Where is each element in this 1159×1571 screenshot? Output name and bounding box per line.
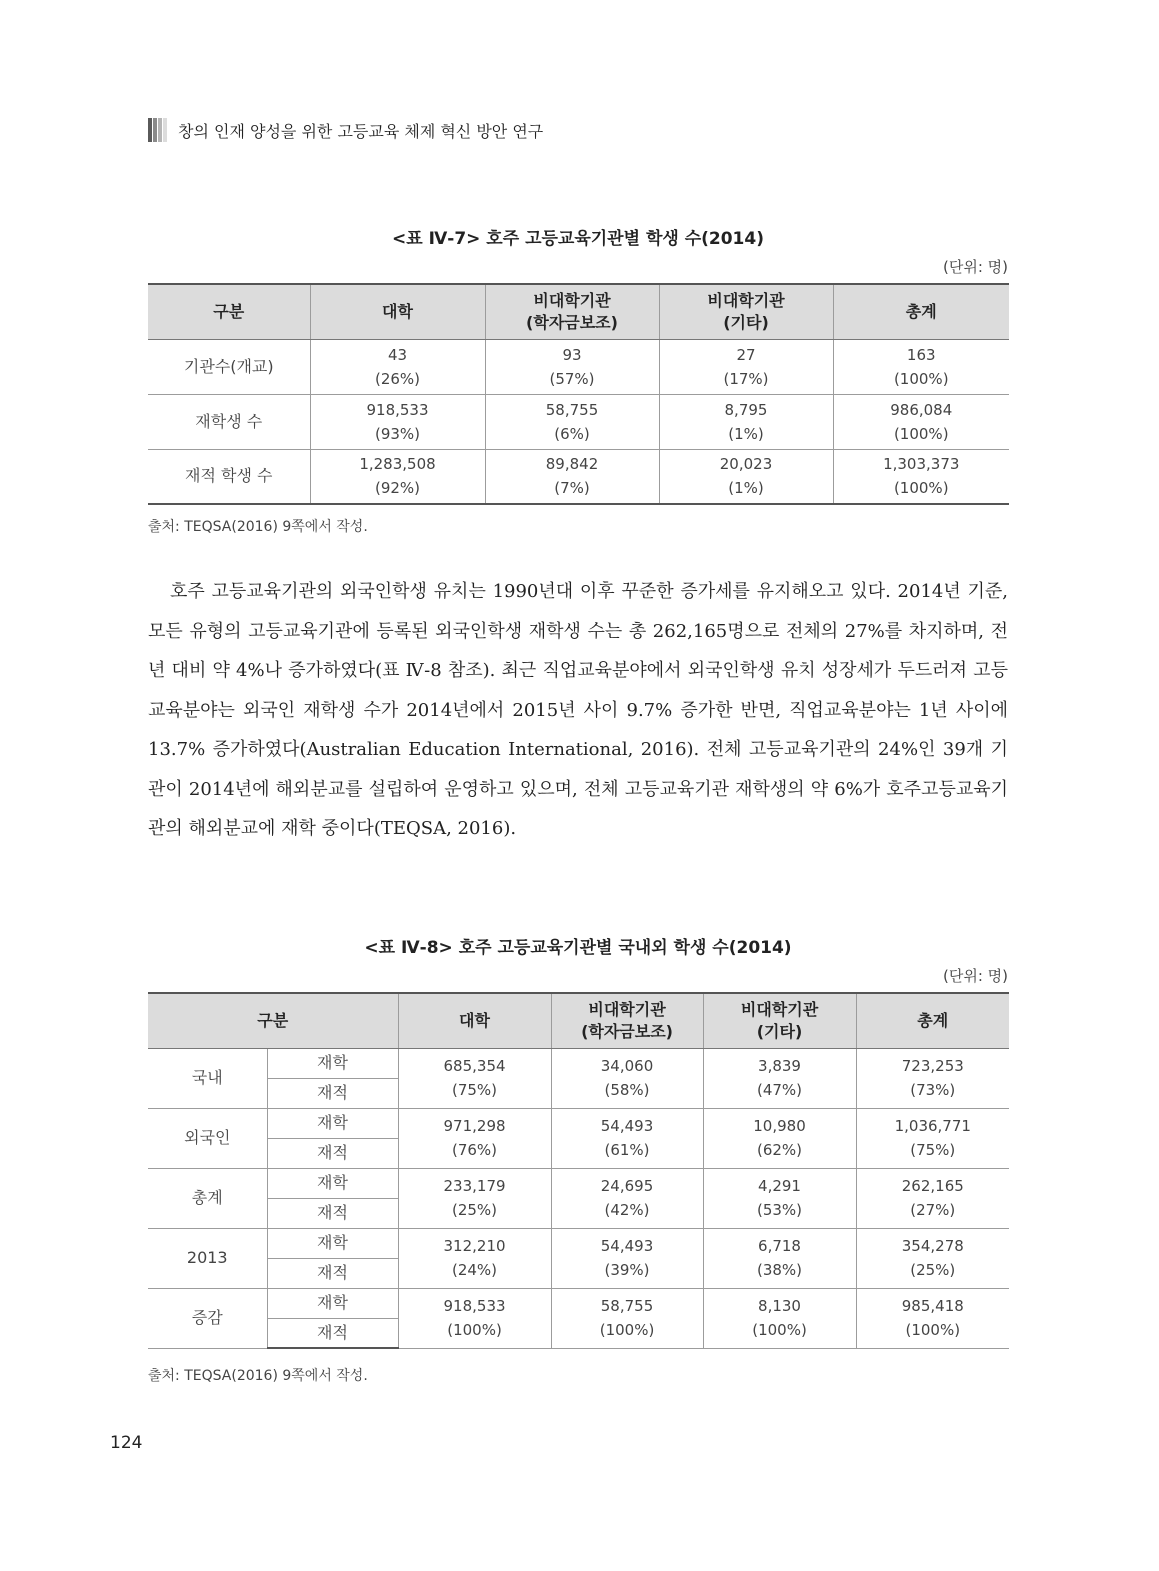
cell-university: [398, 1048, 551, 1108]
header-total: 총계: [833, 284, 1009, 339]
cell-number: 58,755: [545, 400, 599, 419]
cell-percent: (75%): [910, 1141, 956, 1159]
cell-percent: (24%): [451, 1261, 498, 1279]
group-label: 국내: [148, 1048, 267, 1108]
table2-unit: (단위: 명): [943, 967, 1008, 985]
cell-number: 723,253: [901, 1057, 964, 1075]
cell-non-university-subsidized: [551, 1108, 703, 1168]
running-header-title: 창의 인재 양성을 위한 고등교육 체제 혁신 방안 연구: [178, 121, 544, 141]
cell-university: [398, 1168, 551, 1228]
cell-number: 93: [562, 345, 582, 364]
cell-total: [856, 1168, 1009, 1228]
cell-percent: (92%): [374, 479, 421, 498]
header-university: 대학: [398, 993, 551, 1048]
cell-percent: (38%): [756, 1261, 803, 1279]
header-category: 구분: [148, 284, 310, 339]
cell-number: 985,418: [901, 1297, 964, 1315]
cell-number: 918,533: [443, 1297, 506, 1315]
cell-number: 24,695: [600, 1177, 654, 1195]
table-row: [148, 1168, 1009, 1198]
table-row: [148, 339, 1009, 394]
cell-percent: (25%): [910, 1261, 956, 1279]
cell-number: 27: [736, 345, 756, 364]
cell-percent: (27%): [910, 1201, 956, 1219]
cell-university: [310, 394, 485, 449]
cell-number: 1,036,771: [894, 1117, 971, 1135]
header-university: 대학: [310, 284, 485, 339]
body-paragraph: 호주 고등교육기관의 외국인학생 유치는 1990년대 이후 꾸준한 증가세를 유지해오고 있다. 2014년 기준, 모든 유형의 고등교육기관에 등록된 외국인학생 재학생 수는 총 262,165명으로 전체의 27%를 차지하며, 전년 대비 약 4%나 증가하였다(표 Ⅳ-8 참조). 최근 직업교육분야에서 외국인학생 유치 성장세가 두드러져 고등교육분야는 외국인 재학생 수가 2014년에서 2015년 사이 9.7% 증가한 반면, 직업교육분야는 1년 사이에 13.7% 증가하였다(Australian Education International, 2016). 전체 고등교육기관의 24%인 39개 기관이 2014년에 해외분교를 설립하여 운영하고 있으며, 전체 고등교육기관 재학생의 약 6%가 호주고등교육기관의 해외분교에 재학 중이다(TEQSA, 2016).: [148, 581, 1008, 839]
cell-percent: (53%): [756, 1201, 803, 1219]
cell-number: 89,842: [545, 455, 599, 474]
cell-number: 685,354: [443, 1057, 506, 1075]
table-row: [148, 1228, 1009, 1258]
table2-source: 출처: TEQSA(2016) 9쪽에서 작성.: [148, 1368, 368, 1384]
cell-number: 918,533: [366, 400, 429, 419]
cell-number: 1,283,508: [359, 455, 436, 474]
table-row: [148, 1048, 1009, 1078]
cell-percent: (57%): [549, 369, 595, 388]
table-row: [148, 1288, 1009, 1318]
cell-number: 20,023: [719, 455, 773, 474]
cell-number: 54,493: [600, 1237, 654, 1255]
cell-total: [833, 339, 1009, 394]
header-non-university-subsidized: 비대학기관 (학자금보조): [485, 284, 659, 339]
sub-label: 재적: [267, 1258, 398, 1288]
header-bar-icon: [148, 118, 168, 142]
cell-percent: (47%): [756, 1081, 803, 1099]
cell-non-university-subsidized: [551, 1288, 703, 1348]
cell-non-university-other: [703, 1228, 856, 1288]
cell-non-university-other: [703, 1108, 856, 1168]
table-row: [148, 1108, 1009, 1138]
cell-non-university-other: [703, 1288, 856, 1348]
cell-percent: (76%): [451, 1141, 498, 1159]
cell-number: 8,795: [724, 400, 768, 419]
sub-label: 재적: [267, 1198, 398, 1228]
running-header: [148, 117, 543, 143]
cell-percent: (1%): [728, 479, 764, 498]
page-number: 124: [110, 1433, 143, 1453]
cell-total: [856, 1048, 1009, 1108]
cell-number: 163: [906, 345, 936, 364]
cell-non-university-subsidized: [485, 394, 659, 449]
cell-number: 1,303,373: [883, 455, 960, 474]
cell-percent: (42%): [604, 1201, 650, 1219]
header-non-university-other: 비대학기관 (기타): [659, 284, 833, 339]
cell-percent: (25%): [451, 1201, 498, 1219]
cell-percent: (93%): [374, 424, 421, 443]
sub-label: 재학: [267, 1228, 398, 1258]
cell-percent: (100%): [893, 424, 949, 443]
cell-number: 986,084: [890, 400, 953, 419]
sub-label: 재학: [267, 1108, 398, 1138]
cell-percent: (1%): [728, 424, 764, 443]
cell-total: [856, 1288, 1009, 1348]
cell-number: 8,130: [758, 1297, 801, 1315]
header-category: 구분: [148, 993, 398, 1048]
sub-label: 재학: [267, 1168, 398, 1198]
group-label: 증감: [148, 1288, 267, 1348]
cell-non-university-subsidized: [485, 449, 659, 504]
header-non-university-subsidized: 비대학기관 (학자금보조): [551, 993, 703, 1048]
cell-percent: (100%): [447, 1321, 502, 1339]
cell-university: [310, 339, 485, 394]
table-row: [148, 449, 1009, 504]
cell-percent: (7%): [554, 479, 590, 498]
cell-non-university-other: [659, 449, 833, 504]
cell-percent: (73%): [910, 1081, 956, 1099]
cell-total: [856, 1108, 1009, 1168]
cell-university: [310, 449, 485, 504]
group-label: 2013: [148, 1228, 267, 1288]
cell-number: 262,165: [901, 1177, 964, 1195]
row-label: 기관수(개교): [148, 339, 310, 394]
cell-non-university-other: [659, 339, 833, 394]
cell-number: 10,980: [753, 1117, 806, 1135]
row-label: 재학생 수: [148, 394, 310, 449]
cell-percent: (39%): [604, 1261, 650, 1279]
sub-label: 재적: [267, 1318, 398, 1348]
cell-percent: (6%): [554, 424, 590, 443]
sub-label: 재적: [267, 1138, 398, 1168]
cell-number: 354,278: [901, 1237, 964, 1255]
table1-unit: (단위: 명): [943, 258, 1008, 276]
header-non-university-other: 비대학기관 (기타): [703, 993, 856, 1048]
cell-non-university-other: [659, 394, 833, 449]
cell-number: 4,291: [758, 1177, 801, 1195]
sub-label: 재학: [267, 1288, 398, 1318]
cell-non-university-other: [703, 1048, 856, 1108]
cell-total: [833, 449, 1009, 504]
cell-percent: (100%): [599, 1321, 655, 1339]
cell-percent: (62%): [756, 1141, 803, 1159]
table2-caption: <표 Ⅳ-8> 호주 고등교육기관별 국내외 학생 수(2014): [364, 938, 792, 958]
cell-number: 971,298: [443, 1117, 506, 1135]
table-row: [148, 394, 1009, 449]
table1: [148, 283, 1009, 505]
cell-university: [398, 1288, 551, 1348]
table1-caption: <표 Ⅳ-7> 호주 고등교육기관별 학생 수(2014): [392, 229, 764, 249]
cell-number: 58,755: [600, 1297, 654, 1315]
cell-percent: (26%): [374, 369, 421, 388]
cell-non-university-subsidized: [551, 1048, 703, 1108]
cell-number: 3,839: [758, 1057, 801, 1075]
table2: [148, 992, 1009, 1349]
cell-university: [398, 1228, 551, 1288]
cell-percent: (61%): [604, 1141, 650, 1159]
cell-number: 43: [387, 345, 408, 364]
sub-label: 재학: [267, 1048, 398, 1078]
group-label: 외국인: [148, 1108, 267, 1168]
cell-percent: (100%): [893, 479, 949, 498]
cell-number: 54,493: [600, 1117, 654, 1135]
cell-university: [398, 1108, 551, 1168]
cell-percent: (17%): [723, 369, 769, 388]
sub-label: 재적: [267, 1078, 398, 1108]
cell-percent: (100%): [905, 1321, 961, 1339]
cell-percent: (100%): [893, 369, 949, 388]
cell-number: 34,060: [600, 1057, 654, 1075]
cell-non-university-subsidized: [485, 339, 659, 394]
cell-total: [856, 1228, 1009, 1288]
cell-total: [833, 394, 1009, 449]
cell-percent: (75%): [451, 1081, 498, 1099]
cell-number: 6,718: [758, 1237, 801, 1255]
cell-number: 312,210: [443, 1237, 506, 1255]
table1-source: 출처: TEQSA(2016) 9쪽에서 작성.: [148, 519, 368, 535]
cell-non-university-subsidized: [551, 1228, 703, 1288]
cell-non-university-subsidized: [551, 1168, 703, 1228]
group-label: 총계: [148, 1168, 267, 1228]
cell-non-university-other: [703, 1168, 856, 1228]
header-total: 총계: [856, 993, 1009, 1048]
cell-percent: (58%): [604, 1081, 650, 1099]
cell-percent: (100%): [752, 1321, 807, 1339]
cell-number: 233,179: [443, 1177, 506, 1195]
row-label: 재적 학생 수: [148, 449, 310, 504]
